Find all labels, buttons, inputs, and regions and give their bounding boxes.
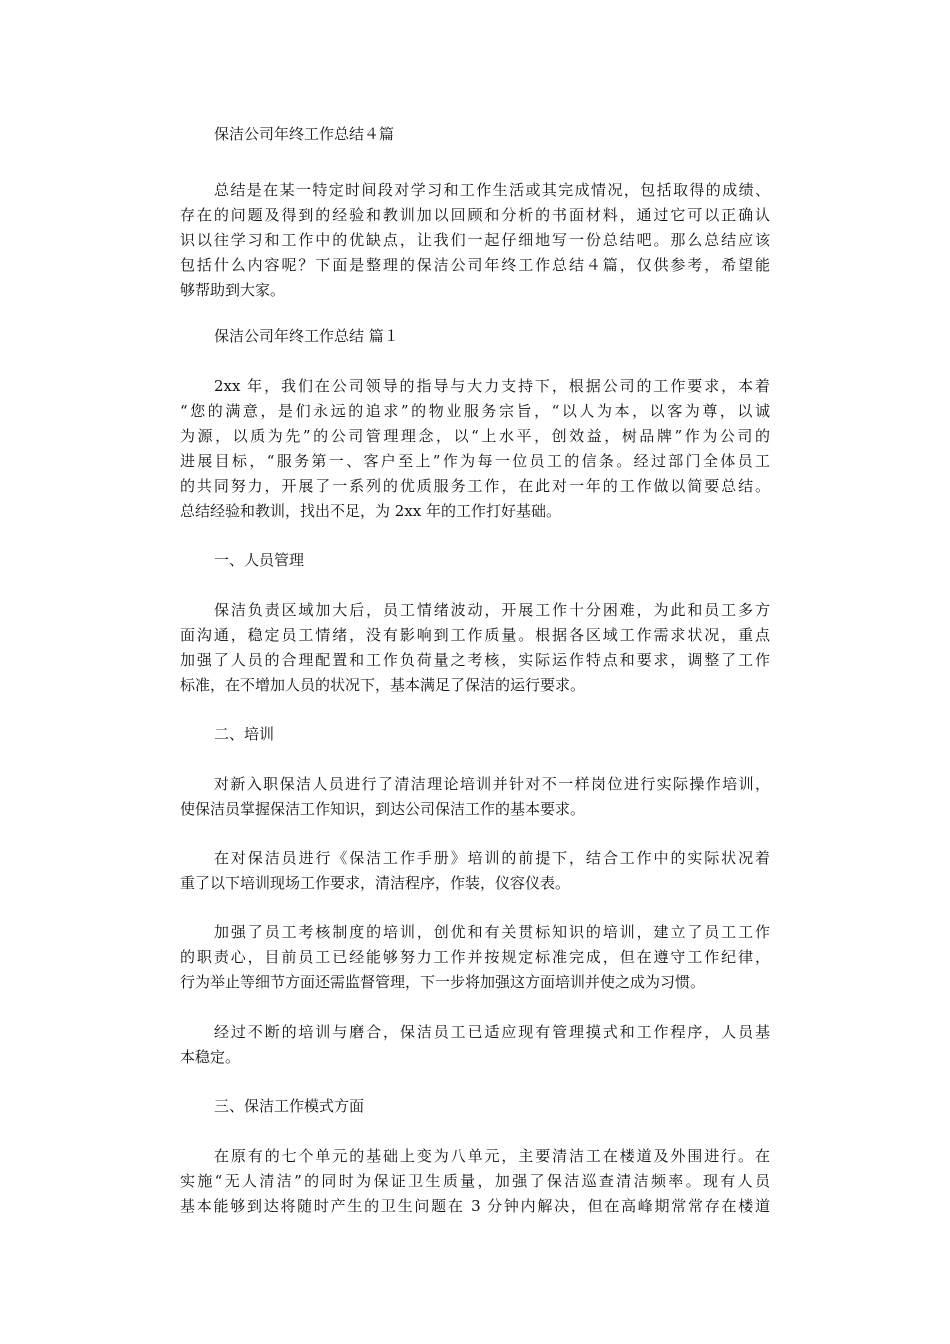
paragraph-1 [180,374,770,524]
paragraph-line: 行为举止等细节方面还需监督管理，下一步将加强这方面培训并使之成为习惯。 [180,973,706,991]
paragraph-line: 总结经验和教训，找出不足，为 2xx 年的工作打好基础。 [180,502,562,520]
paragraph-line: 对新入职保洁人员进行了清洁理论培训并针对不一样岗位进行实际操作培训， [214,775,770,793]
document-title [180,122,770,147]
paragraph-6 [180,1020,770,1070]
paragraph-line: 进展目标，“服务第一、客户至上”作为每一位员工的信条。经过部门全体员工 [180,452,770,470]
heading-cleaning-mode [180,1094,770,1119]
section-title [180,324,770,349]
paragraph-line: 在对保洁员进行《保洁工作手册》培训的前提下，结合工作中的实际状况着 [214,849,770,867]
paragraph-line: 加强了人员的合理配置和工作负荷量之考核，实际运作特点和要求，调整了工作 [180,651,770,669]
heading-text: 一、人员管理 [214,551,305,569]
paragraph-line: 经过不断的培训与磨合，保洁员工已适应现有管理摸式和工作程序，人员基 [214,1023,770,1041]
section-title-text: 保洁公司年终工作总结 篇１ [214,327,399,345]
intro-paragraph [180,178,770,303]
document-title-text: 保洁公司年终工作总结４篇 [214,125,395,143]
paragraph-3 [180,772,770,822]
paragraph-4 [180,846,770,896]
paragraph-line: 基本能够到达将随时产生的卫生问题在 3 分钟内解决，但在高峰期常常存在楼道 [180,1197,770,1215]
paragraph-line: 本稳定。 [180,1048,241,1066]
paragraph-line: 识以往学习和工作中的优缺点，让我们一起仔细地写一份总结吧。那么总结应该 [180,231,770,249]
paragraph-line: 实施“无人清洁”的同时为保证卫生质量，加强了保洁巡查清洁频率。现有人员 [180,1172,770,1190]
paragraph-line: 2xx 年，我们在公司领导的指导与大力支持下，根据公司的工作要求，本着 [214,377,770,395]
paragraph-line: 的职责心，目前员工已经能够努力工作并按规定标准完成，但在遵守工作纪律， [180,948,770,966]
paragraph-line: 为源，以质为先”的公司管理理念，以“上水平，创效益，树品牌”作为公司的 [180,427,770,445]
paragraph-line: 够帮助到大家。 [180,281,286,299]
paragraph-line: 面沟通，稳定员工情绪，没有影响到工作质量。根据各区域工作需求状况，重点 [180,626,770,644]
paragraph-line: 重了以下培训现场工作要求，清洁程序，作装，仪容仪表。 [180,874,571,892]
paragraph-line: “您的满意，是们永远的追求”的物业服务宗旨，“以人为本，以客为尊，以诚 [180,402,770,420]
heading-text: 三、保洁工作模式方面 [214,1097,365,1115]
heading-training [180,722,770,747]
paragraph-7 [180,1144,770,1219]
paragraph-line: 保洁负责区域加大后，员工情绪波动，开展工作十分困难，为此和员工多方 [214,601,770,619]
paragraph-line: 的共同努力，开展了一系列的优质服务工作，在此对一年的工作做以简要总结。 [180,477,770,495]
heading-personnel [180,548,770,573]
paragraph-line: 使保洁员掌握保洁工作知识，到达公司保洁工作的基本要求。 [180,800,586,818]
paragraph-line: 标准，在不增加人员的状况下，基本满足了保洁的运行要求。 [180,676,586,694]
paragraph-line: 加强了员工考核制度的培训，创优和有关贯标知识的培训，建立了员工工作 [214,923,770,941]
paragraph-line: 总结是在某一特定时间段对学习和工作生活或其完成情况，包括取得的成绩、 [214,181,770,199]
paragraph-line: 存在的问题及得到的经验和教训加以回顾和分析的书面材料，通过它可以正确认 [180,206,770,224]
paragraph-line: 在原有的七个单元的基础上变为八单元，主要清洁工在楼道及外围进行。在 [214,1147,770,1165]
paragraph-line: 包括什么内容呢？下面是整理的保洁公司年终工作总结４篇，仅供参考，希望能 [180,256,770,274]
heading-text: 二、培训 [214,725,275,743]
paragraph-5 [180,920,770,995]
paragraph-2 [180,598,770,698]
